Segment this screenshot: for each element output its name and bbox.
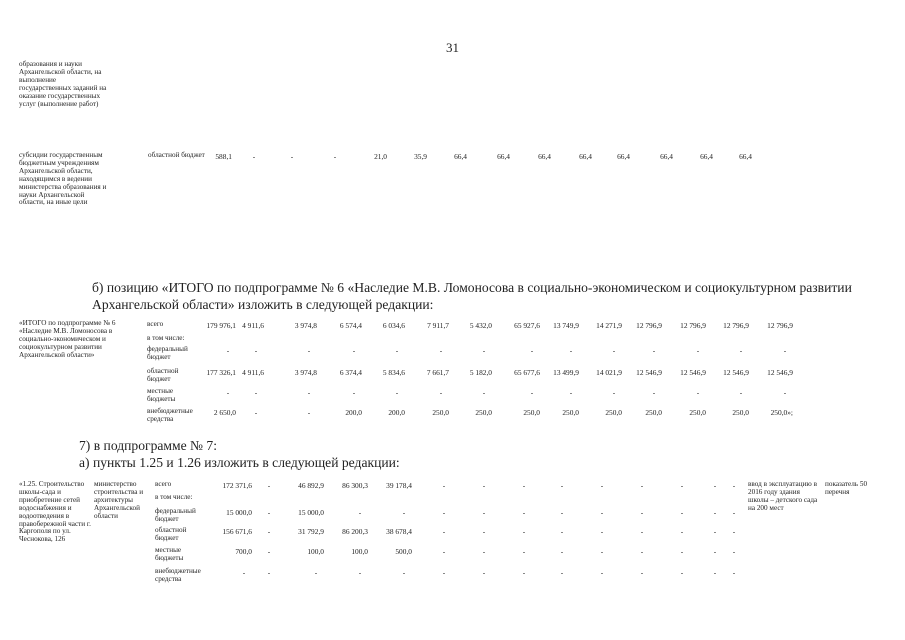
item125-r6-cell-12: - [680, 568, 684, 577]
top-source-2: областной бюджет [148, 151, 205, 159]
paragraph-a: а) пункты 1.25 и 1.26 изложить в следующей редакции: [79, 455, 400, 470]
item125-r3-cell-2: - [267, 508, 271, 517]
itogo-r1-cell-2: 4 911,6 [242, 321, 264, 330]
itogo-r3-cell-3: - [307, 346, 311, 355]
itogo-row-label: внебюджетные средства [147, 407, 193, 423]
top-desc-1: образования и науки Архангельской области, на выполнение государственных заданий на оказание государственных услуг (выполнение работ) [19, 60, 107, 108]
itogo-r3-cell-7: - [482, 346, 486, 355]
itogo-r3-cell-9: - [569, 346, 573, 355]
itogo-r4-cell-14: 12 546,9 [767, 368, 793, 377]
itogo-r5-cell-5: - [395, 388, 399, 397]
item125-r1-cell-1: 172 371,6 [222, 481, 252, 490]
item125-desc: «1.25. Строительство школы-сада и приобретение сетей водоснабжения и водоотведения в правобережной части г. Каргополя по ул. Чеснокова, 126 [19, 480, 91, 544]
paragraph-b: б) позицию «ИТОГО по подпрограмме № 6 «Наследие М.В. Ломоносова в социально-экономическом и социокультурном развитии Архангельской области» изложить в следующей редакции: [92, 280, 852, 312]
item125-r4-cell-4: 86 200,3 [342, 527, 368, 536]
top-desc-2: субсидии государственным бюджетным учреждениям Архангельской области, находящимся в ведении министерства образования и науки Архангельской области, на иные цели [19, 151, 107, 207]
top-cell-11: 66,4 [617, 152, 630, 161]
itogo-r1-cell-1: 179 976,1 [206, 321, 236, 330]
itogo-r4-cell-11: 12 546,9 [636, 368, 662, 377]
item125-r1-cell-3: 46 892,9 [298, 481, 324, 490]
item125-r3-cell-8: - [522, 508, 526, 517]
item125-r3-cell-12: - [680, 508, 684, 517]
itogo-r3-cell-10: - [612, 346, 616, 355]
item125-r4-cell-14: - [732, 527, 736, 536]
item125-r5-cell-4: 100,0 [351, 547, 368, 556]
item125-row-label: областной бюджет [155, 526, 187, 542]
top-cell-14: 66,4 [739, 152, 752, 161]
itogo-r1-cell-10: 14 271,9 [596, 321, 622, 330]
itogo-r5-cell-7: - [482, 388, 486, 397]
item125-r1-cell-11: - [640, 481, 644, 490]
itogo-r1-cell-12: 12 796,9 [680, 321, 706, 330]
item125-r6-cell-2: - [267, 568, 271, 577]
itogo-r6-cell-14: 250,0»; [770, 408, 793, 417]
itogo-r1-cell-9: 13 749,9 [553, 321, 579, 330]
item125-r3-cell-10: - [600, 508, 604, 517]
itogo-r1-cell-3: 3 974,8 [294, 321, 317, 330]
item125-r1-cell-14: - [732, 481, 736, 490]
item125-r3-cell-7: - [482, 508, 486, 517]
item125-r1-cell-6: - [442, 481, 446, 490]
item125-r4-cell-3: 31 792,9 [298, 527, 324, 536]
itogo-r4-cell-9: 13 499,9 [553, 368, 579, 377]
top-cell-3: - [290, 152, 294, 161]
itogo-r6-cell-2: - [254, 408, 258, 417]
itogo-r6-cell-8: 250,0 [523, 408, 540, 417]
itogo-r5-cell-4: - [352, 388, 356, 397]
item125-r5-cell-3: 100,0 [307, 547, 324, 556]
item125-r3-cell-11: - [640, 508, 644, 517]
paragraph-7: 7) в подпрограмме № 7: [79, 438, 217, 453]
item125-r5-cell-13: - [713, 547, 717, 556]
item125-r6-cell-7: - [482, 568, 486, 577]
itogo-r5-cell-11: - [652, 388, 656, 397]
itogo-row-label: всего [147, 320, 164, 328]
itogo-row-label: в том числе: [147, 334, 185, 342]
item125-r3-cell-13: - [713, 508, 717, 517]
itogo-r4-cell-8: 65 677,6 [514, 368, 540, 377]
item125-row-label: местные бюджеты [155, 546, 184, 562]
item125-r1-cell-5: 39 178,4 [386, 481, 412, 490]
item125-r3-cell-1: 15 000,0 [226, 508, 252, 517]
item125-r6-cell-9: - [560, 568, 564, 577]
itogo-r1-cell-11: 12 796,9 [636, 321, 662, 330]
item125-row-label: федеральный бюджет [155, 507, 196, 523]
top-cell-9: 66,4 [538, 152, 551, 161]
item125-r5-cell-6: - [442, 547, 446, 556]
itogo-r1-cell-8: 65 927,6 [514, 321, 540, 330]
itogo-r5-cell-14: - [783, 388, 787, 397]
itogo-r6-cell-13: 250,0 [732, 408, 749, 417]
top-cell-6: 35,9 [414, 152, 427, 161]
itogo-r4-cell-6: 7 661,7 [426, 368, 449, 377]
item125-r3-cell-3: 15 000,0 [298, 508, 324, 517]
item125-r1-cell-2: - [267, 481, 271, 490]
top-cell-2: - [252, 152, 256, 161]
itogo-r3-cell-4: - [352, 346, 356, 355]
item125-r6-cell-11: - [640, 568, 644, 577]
item125-r5-cell-12: - [680, 547, 684, 556]
item125-r4-cell-11: - [640, 527, 644, 536]
item125-r3-cell-14: - [732, 508, 736, 517]
item125-r6-cell-1: - [242, 568, 246, 577]
item125-r4-cell-10: - [600, 527, 604, 536]
item125-r5-cell-11: - [640, 547, 644, 556]
item125-r4-cell-6: - [442, 527, 446, 536]
itogo-desc: «ИТОГО по подпрограмме № 6 «Наследие М.В. Ломоносова в социально-экономическом и социокультурном развитии Архангельской области» [19, 319, 116, 359]
itogo-r3-cell-8: - [530, 346, 534, 355]
item125-r5-cell-9: - [560, 547, 564, 556]
page-number: 31 [446, 40, 459, 55]
top-cell-8: 66,4 [497, 152, 510, 161]
item125-r6-cell-8: - [522, 568, 526, 577]
item125-r5-cell-7: - [482, 547, 486, 556]
item125-r6-cell-13: - [713, 568, 717, 577]
item125-r3-cell-5: - [402, 508, 406, 517]
item125-r1-cell-13: - [713, 481, 717, 490]
item125-r6-cell-14: - [732, 568, 736, 577]
top-cell-7: 66,4 [454, 152, 467, 161]
item125-r3-cell-9: - [560, 508, 564, 517]
itogo-r5-cell-12: - [696, 388, 700, 397]
item125-r4-cell-9: - [560, 527, 564, 536]
item125-row-label: в том числе: [155, 493, 193, 501]
top-cell-10: 66,4 [579, 152, 592, 161]
itogo-r6-cell-1: 2 650,0 [213, 408, 236, 417]
item125-r6-cell-4: - [358, 568, 362, 577]
item125-r5-cell-2: - [267, 547, 271, 556]
item125-r5-cell-8: - [522, 547, 526, 556]
itogo-r6-cell-3: - [307, 408, 311, 417]
itogo-r1-cell-6: 7 911,7 [427, 321, 449, 330]
item125-r1-cell-9: - [560, 481, 564, 490]
itogo-r4-cell-12: 12 546,9 [680, 368, 706, 377]
itogo-r6-cell-5: 200,0 [388, 408, 405, 417]
item125-r4-cell-12: - [680, 527, 684, 536]
itogo-r3-cell-13: - [739, 346, 743, 355]
itogo-r5-cell-13: - [739, 388, 743, 397]
item125-r3-cell-6: - [442, 508, 446, 517]
itogo-r3-cell-14: - [783, 346, 787, 355]
top-cell-13: 66,4 [700, 152, 713, 161]
itogo-r5-cell-3: - [307, 388, 311, 397]
itogo-r5-cell-8: - [530, 388, 534, 397]
item125-indicator: показатель 50 перечня [825, 480, 868, 496]
itogo-r4-cell-3: 3 974,8 [294, 368, 317, 377]
item125-r6-cell-10: - [600, 568, 604, 577]
item125-row-label: всего [155, 480, 172, 488]
itogo-r6-cell-12: 250,0 [689, 408, 706, 417]
top-cell-1: 588,1 [215, 152, 232, 161]
item125-r4-cell-13: - [713, 527, 717, 536]
itogo-r3-cell-5: - [395, 346, 399, 355]
item125-r4-cell-2: - [267, 527, 271, 536]
itogo-r1-cell-7: 5 432,0 [469, 321, 492, 330]
itogo-r4-cell-7: 5 182,0 [469, 368, 492, 377]
itogo-r4-cell-1: 177 326,1 [206, 368, 236, 377]
top-cell-4: - [333, 152, 337, 161]
itogo-row-label: местные бюджеты [147, 387, 176, 403]
top-cell-12: 66,4 [660, 152, 673, 161]
itogo-r3-cell-2: - [254, 346, 258, 355]
itogo-r6-cell-6: 250,0 [432, 408, 449, 417]
itogo-r6-cell-11: 250,0 [645, 408, 662, 417]
item125-r5-cell-1: 700,0 [235, 547, 252, 556]
item125-r1-cell-8: - [522, 481, 526, 490]
itogo-row-label: областной бюджет [147, 367, 179, 383]
itogo-r3-cell-6: - [439, 346, 443, 355]
item125-r6-cell-3: - [314, 568, 318, 577]
item125-r5-cell-10: - [600, 547, 604, 556]
top-cell-5: 21,0 [374, 152, 387, 161]
item125-r6-cell-6: - [442, 568, 446, 577]
item125-r4-cell-5: 38 678,4 [386, 527, 412, 536]
item125-r4-cell-1: 156 671,6 [222, 527, 252, 536]
item125-r3-cell-4: - [358, 508, 362, 517]
item125-executor: министерство строительства и архитектуры Архангельской области [94, 480, 144, 520]
itogo-r5-cell-6: - [439, 388, 443, 397]
item125-r5-cell-14: - [732, 547, 736, 556]
item125-result: ввод в эксплуатацию в 2016 году здания школы – детского сада на 200 мест [748, 480, 818, 512]
itogo-r5-cell-2: - [254, 388, 258, 397]
item125-r6-cell-5: - [402, 568, 406, 577]
itogo-r4-cell-13: 12 546,9 [723, 368, 749, 377]
itogo-r5-cell-10: - [612, 388, 616, 397]
item125-r4-cell-7: - [482, 527, 486, 536]
itogo-r1-cell-14: 12 796,9 [767, 321, 793, 330]
itogo-r5-cell-9: - [569, 388, 573, 397]
itogo-r3-cell-1: - [226, 346, 230, 355]
item125-r4-cell-8: - [522, 527, 526, 536]
item125-r1-cell-12: - [680, 481, 684, 490]
itogo-r6-cell-9: 250,0 [562, 408, 579, 417]
itogo-r5-cell-1: - [226, 388, 230, 397]
itogo-r1-cell-4: 6 574,4 [339, 321, 362, 330]
itogo-r4-cell-2: 4 911,6 [242, 368, 264, 377]
itogo-r4-cell-5: 5 834,6 [382, 368, 405, 377]
itogo-row-label: федеральный бюджет [147, 345, 188, 361]
itogo-r6-cell-7: 250,0 [475, 408, 492, 417]
item125-r5-cell-5: 500,0 [395, 547, 412, 556]
item125-r1-cell-4: 86 300,3 [342, 481, 368, 490]
itogo-r1-cell-13: 12 796,9 [723, 321, 749, 330]
itogo-r6-cell-10: 250,0 [605, 408, 622, 417]
item125-row-label: внебюджетные средства [155, 567, 201, 583]
itogo-r3-cell-12: - [696, 346, 700, 355]
itogo-r4-cell-4: 6 374,4 [339, 368, 362, 377]
itogo-r6-cell-4: 200,0 [345, 408, 362, 417]
item125-r1-cell-7: - [482, 481, 486, 490]
item125-r1-cell-10: - [600, 481, 604, 490]
itogo-r3-cell-11: - [652, 346, 656, 355]
itogo-r4-cell-10: 14 021,9 [596, 368, 622, 377]
itogo-r1-cell-5: 6 034,6 [382, 321, 405, 330]
